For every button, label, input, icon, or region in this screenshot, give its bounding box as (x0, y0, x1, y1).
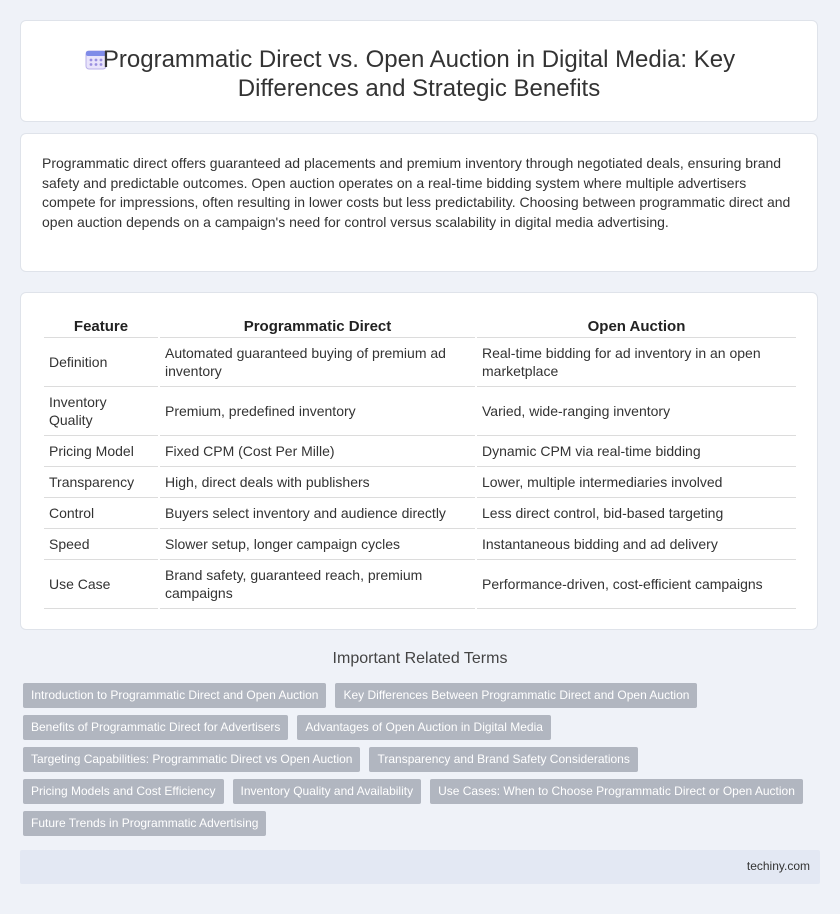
header-open-auction: Open Auction (477, 315, 796, 338)
related-terms-heading: Important Related Terms (332, 650, 508, 667)
open-auction-cell: Dynamic CPM via real-time bidding (477, 436, 796, 467)
open-auction-cell: Performance-driven, cost-efficient campaigns (477, 560, 796, 609)
header-programmatic-direct: Programmatic Direct (160, 315, 475, 338)
footer-site-name[interactable]: techiny.com (746, 859, 810, 873)
open-auction-cell: Instantaneous bidding and ad delivery (477, 529, 796, 560)
page-title-line-1: Programmatic Direct vs. Open Auction in Digital Media: Key (102, 46, 736, 73)
intro-card (20, 133, 818, 272)
table-row (44, 436, 796, 467)
related-term-tag[interactable]: Use Cases: When to Choose Programmatic Direct or Open Auction (430, 779, 803, 804)
related-term-tag[interactable]: Pricing Models and Cost Efficiency (23, 779, 224, 804)
programmatic-direct-cell: Buyers select inventory and audience directly (160, 498, 475, 529)
feature-cell: Transparency (44, 467, 158, 498)
feature-cell: Control (44, 498, 158, 529)
related-term-tag[interactable]: Inventory Quality and Availability (233, 779, 422, 804)
table-row (44, 529, 796, 560)
related-term-tag[interactable]: Key Differences Between Programmatic Direct and Open Auction (335, 683, 697, 708)
table-row (44, 387, 796, 436)
feature-cell: Inventory Quality (44, 387, 158, 436)
programmatic-direct-cell: Brand safety, guaranteed reach, premium campaigns (160, 560, 475, 609)
comparison-card (20, 292, 818, 630)
programmatic-direct-cell: Fixed CPM (Cost Per Mille) (160, 436, 475, 467)
table-row (44, 338, 796, 387)
related-term-tag[interactable]: Future Trends in Programmatic Advertising (23, 811, 266, 836)
header-feature: Feature (44, 315, 158, 338)
open-auction-cell: Real-time bidding for ad inventory in an open marketplace (477, 338, 796, 387)
table-row (44, 467, 796, 498)
open-auction-cell: Varied, wide-ranging inventory (477, 387, 796, 436)
page-title (21, 45, 817, 103)
feature-cell: Use Case (44, 560, 158, 609)
comparison-table (42, 315, 798, 609)
page-title-line-2: Differences and Strategic Benefits (237, 75, 601, 102)
related-term-tag[interactable]: Transparency and Brand Safety Considerations (369, 747, 637, 772)
programmatic-direct-cell: Automated guaranteed buying of premium ad inventory (160, 338, 475, 387)
table-row (44, 560, 796, 609)
programmatic-direct-cell: Slower setup, longer campaign cycles (160, 529, 475, 560)
related-term-tag[interactable]: Advantages of Open Auction in Digital Media (297, 715, 550, 740)
intro-paragraph: Programmatic direct offers guaranteed ad placements and premium inventory through negotiated deals, ensuring brand safety and predictable outcomes. Open auction operates on a real-time bidding system where multiple advertisers compete for impressions, often resulting in lower costs but less predictability. Choosing between programmatic direct and open auction depends on a campaign's need for control versus scalability in digital media advertising. (42, 155, 791, 230)
table-row (44, 498, 796, 529)
feature-cell: Definition (44, 338, 158, 387)
related-term-tag[interactable]: Introduction to Programmatic Direct and Open Auction (23, 683, 326, 708)
programmatic-direct-cell: Premium, predefined inventory (160, 387, 475, 436)
programmatic-direct-cell: High, direct deals with publishers (160, 467, 475, 498)
related-term-tag[interactable]: Benefits of Programmatic Direct for Advertisers (23, 715, 288, 740)
feature-cell: Pricing Model (44, 436, 158, 467)
related-terms-list (23, 683, 818, 843)
feature-cell: Speed (44, 529, 158, 560)
table-header-row (44, 315, 796, 338)
open-auction-cell: Lower, multiple intermediaries involved (477, 467, 796, 498)
title-card (20, 20, 818, 122)
related-term-tag[interactable]: Targeting Capabilities: Programmatic Direct vs Open Auction (23, 747, 360, 772)
footer (20, 850, 820, 884)
open-auction-cell: Less direct control, bid-based targeting (477, 498, 796, 529)
